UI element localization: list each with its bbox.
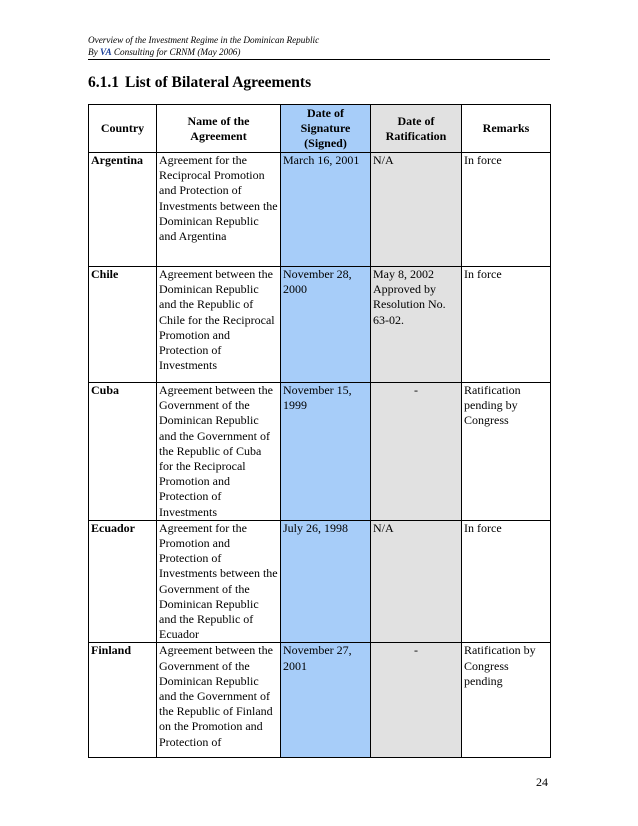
header-signature-date: Date of Signature (Signed)	[281, 105, 371, 153]
agreement-name-cell: Agreement between the Government of the Dominican Republic and the Government of the Republic of Finland on the Promotion and Protection of	[157, 643, 281, 758]
signed-date-cell: July 26, 1998	[281, 520, 371, 643]
country-cell: Finland	[89, 643, 157, 758]
header-country: Country	[89, 105, 157, 153]
va-logo-text: VA	[100, 47, 112, 57]
table-row	[89, 383, 551, 521]
page-number: 24	[536, 775, 548, 789]
section-title: List of Bilateral Agreements	[125, 74, 312, 91]
section-heading	[88, 74, 311, 92]
running-header	[88, 34, 550, 58]
ratification-cell: -	[371, 643, 462, 758]
header-agreement-name: Name of the Agreement	[157, 105, 281, 153]
header-consulting: Consulting for CRNM (May 2006)	[111, 47, 241, 57]
signed-date-cell: November 27, 2001	[281, 643, 371, 758]
signed-date-cell: March 16, 2001	[281, 153, 371, 267]
ratification-cell: N/A	[371, 520, 462, 643]
country-cell: Ecuador	[89, 520, 157, 643]
country-cell: Cuba	[89, 383, 157, 521]
country-cell: Argentina	[89, 153, 157, 267]
table-row	[89, 267, 551, 383]
remarks-cell: In force	[462, 520, 551, 643]
bilateral-agreements-table	[88, 104, 551, 758]
agreement-name-cell: Agreement for the Reciprocal Promotion and Protection of Investments between the Dominican Republic and Argentina	[157, 153, 281, 267]
remarks-cell: In force	[462, 267, 551, 383]
section-number: 6.1.1	[88, 74, 119, 91]
header-remarks: Remarks	[462, 105, 551, 153]
signed-date-cell: November 15, 1999	[281, 383, 371, 521]
agreement-name-cell: Agreement for the Promotion and Protection of Investments between the Government of the Dominican Republic and the Republic of Ecuador	[157, 520, 281, 643]
header-line-2	[88, 46, 550, 58]
ratification-cell: -	[371, 383, 462, 521]
ratification-cell: N/A	[371, 153, 462, 267]
agreement-name-cell: Agreement between the Government of the Dominican Republic and the Government of the Republic of Cuba for the Reciprocal Promotion and Protection of Investments	[157, 383, 281, 521]
header-divider	[88, 59, 550, 60]
agreement-name-cell: Agreement between the Dominican Republic and the Republic of Chile for the Reciprocal Promotion and Protection of Investments	[157, 267, 281, 383]
table-row	[89, 153, 551, 267]
header-line-1: Overview of the Investment Regime in the Dominican Republic	[88, 35, 320, 45]
remarks-cell: Ratification by Congress pending	[462, 643, 551, 758]
header-ratification-date: Date of Ratification	[371, 105, 462, 153]
remarks-cell: In force	[462, 153, 551, 267]
signed-date-cell: November 28, 2000	[281, 267, 371, 383]
remarks-cell: Ratification pending by Congress	[462, 383, 551, 521]
country-cell: Chile	[89, 267, 157, 383]
header-by: By	[88, 47, 100, 57]
table-row	[89, 643, 551, 758]
table-header-row	[89, 105, 551, 153]
table-row	[89, 520, 551, 643]
ratification-cell: May 8, 2002 Approved by Resolution No. 63-02.	[371, 267, 462, 383]
